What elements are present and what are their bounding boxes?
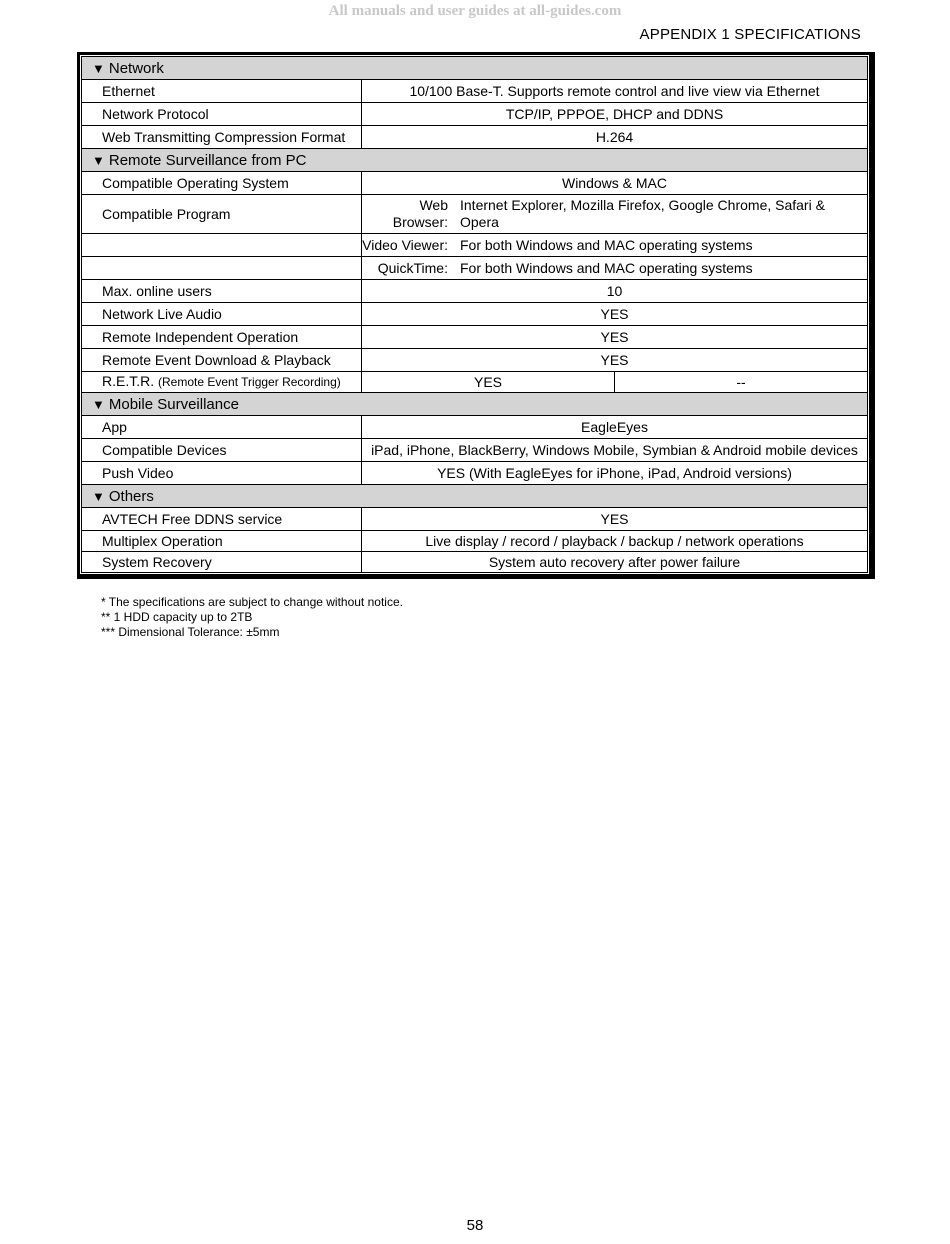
spec-value: EagleEyes [362, 416, 868, 439]
spec-label: Max. online users [82, 280, 362, 303]
table-row [82, 234, 868, 257]
spec-value: YES [362, 508, 868, 531]
spec-label: System Recovery [82, 552, 362, 573]
table-row [82, 372, 868, 393]
spec-label: Web Transmitting Compression Format [82, 126, 362, 149]
spec-table [81, 56, 868, 573]
spec-label: Multiplex Operation [82, 531, 362, 552]
spec-table-frame [77, 52, 875, 579]
table-row [82, 462, 868, 485]
spec-label: App [82, 416, 362, 439]
spec-value: YES [362, 349, 868, 372]
section-title: Remote Surveillance from PC [108, 151, 307, 169]
table-row [82, 552, 868, 573]
spec-value: H.264 [362, 126, 868, 149]
spec-value: YES [362, 303, 868, 326]
sub-key: QuickTime: [377, 259, 448, 276]
table-row [82, 126, 868, 149]
spec-value: Windows & MAC [362, 172, 868, 195]
spec-label-empty [82, 257, 362, 280]
table-row [82, 103, 868, 126]
sub-key: Web Browser: [392, 197, 448, 230]
spec-label: Network Protocol [82, 103, 362, 126]
table-row [82, 303, 868, 326]
spec-label [82, 372, 362, 393]
spec-label: Push Video [82, 462, 362, 485]
spec-label: Compatible Operating System [82, 172, 362, 195]
section-title: Mobile Surveillance [108, 395, 239, 413]
page-number: 58 [466, 1217, 484, 1234]
triangle-down-icon: ▼ [92, 152, 105, 168]
table-row [82, 195, 868, 234]
section-network [82, 57, 868, 80]
table-row [82, 439, 868, 462]
triangle-down-icon: ▼ [92, 396, 105, 412]
table-row [82, 172, 868, 195]
watermark: All manuals and user guides at all-guides.com [328, 3, 622, 19]
sub-value: Internet Explorer, Mozilla Firefox, Google Chrome, Safari & Opera [460, 197, 825, 230]
spec-value [362, 257, 868, 280]
spec-label: Ethernet [82, 80, 362, 103]
spec-label: Network Live Audio [82, 303, 362, 326]
footnote: *** Dimensional Tolerance: ±5mm [101, 625, 280, 639]
spec-value: 10 [362, 280, 868, 303]
table-row [82, 326, 868, 349]
spec-value: Live display / record / playback / backup / network operations [362, 531, 868, 552]
section-others [82, 485, 868, 508]
spec-value [362, 195, 868, 234]
section-mobile [82, 393, 868, 416]
page-header: APPENDIX 1 SPECIFICATIONS [639, 26, 861, 43]
table-row [82, 416, 868, 439]
section-title: Others [108, 487, 154, 505]
triangle-down-icon: ▼ [92, 60, 105, 76]
spec-label: Remote Independent Operation [82, 326, 362, 349]
spec-label: AVTECH Free DDNS service [82, 508, 362, 531]
table-row [82, 349, 868, 372]
spec-label: Remote Event Download & Playback [82, 349, 362, 372]
spec-value: YES (With EagleEyes for iPhone, iPad, Android versions) [362, 462, 868, 485]
spec-value: YES [362, 372, 615, 393]
sub-value: For both Windows and MAC operating systems [460, 236, 753, 253]
section-remote [82, 149, 868, 172]
retr-label-small: (Remote Event Trigger Recording) [158, 375, 341, 389]
spec-value: iPad, iPhone, BlackBerry, Windows Mobile, Symbian & Android mobile devices [362, 439, 868, 462]
table-row [82, 531, 868, 552]
sub-key: Video Viewer: [362, 236, 448, 253]
triangle-down-icon: ▼ [92, 488, 105, 504]
table-row [82, 508, 868, 531]
table-row [82, 80, 868, 103]
spec-label: Compatible Devices [82, 439, 362, 462]
footnotes [101, 595, 403, 640]
spec-label: Compatible Program [82, 195, 362, 234]
retr-label: R.E.T.R. [102, 373, 155, 389]
spec-label-empty [82, 234, 362, 257]
spec-value [362, 234, 868, 257]
table-row [82, 257, 868, 280]
spec-value: -- [615, 372, 868, 393]
footnote: * The specifications are subject to change without notice. [101, 595, 403, 609]
sub-value: For both Windows and MAC operating systems [460, 259, 753, 276]
spec-value: YES [362, 326, 868, 349]
spec-value: 10/100 Base-T. Supports remote control and live view via Ethernet [362, 80, 868, 103]
spec-value: TCP/IP, PPPOE, DHCP and DDNS [362, 103, 868, 126]
table-row [82, 280, 868, 303]
section-title: Network [108, 59, 164, 77]
spec-value: System auto recovery after power failure [362, 552, 868, 573]
footnote: ** 1 HDD capacity up to 2TB [101, 610, 253, 624]
